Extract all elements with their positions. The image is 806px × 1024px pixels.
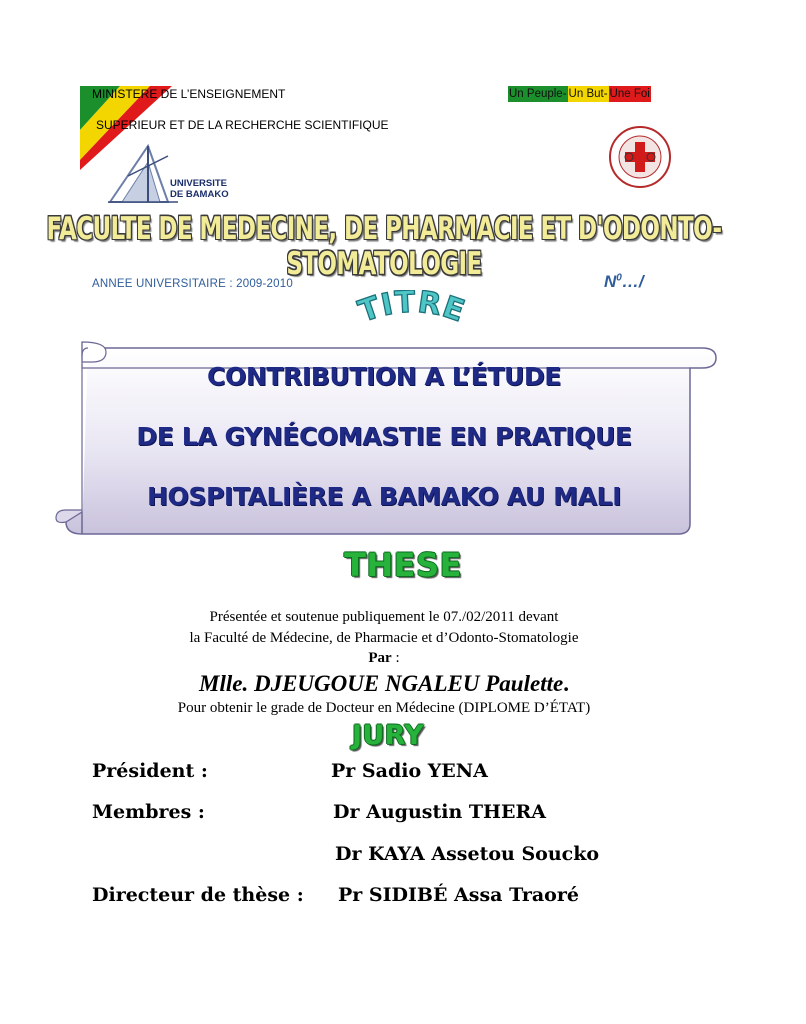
number-suffix: …/ [621,272,644,291]
author-line [0,671,768,697]
thesis-title-line-2: DE LA GYNÉCOMASTIE EN PRATIQUE [136,422,632,451]
membres-label: Membres : [92,801,205,823]
motto-part-1: Un Peuple- [509,88,567,100]
national-motto [508,86,651,102]
logo-text-1: UNIVERSITE [170,178,228,189]
faculty-title: FACULTE DE MEDECINE, DE PHARMACIE ET D'ODONTO-STOMATOLOGIE [46,211,722,283]
par-line [0,650,768,667]
faculty-seal [602,124,678,190]
par-label: Par [368,650,392,666]
grade-line: Pour obtenir le grade de Docteur en Médecine (DIPLOME D’ÉTAT) [177,700,591,716]
logo-text-2: DE BAMAKO [170,189,229,200]
number-sup: 0 [616,272,622,284]
membre-1-name: Dr Augustin THERA [333,801,546,823]
ministry-line-1: MINISTERE DE L’ENSEIGNEMENT [92,87,286,101]
presentation-line-1: Présentée et soutenue publiquement le 07./02/2011 devant [209,609,559,625]
university-logo [108,136,229,206]
thesis-title-line-3: HOSPITALIÈRE A BAMAKO AU MALI [147,482,621,511]
presentation-line-2: la Faculté de Médecine, de Pharmacie et d’Odonto-Stomatologie [189,630,579,646]
titre-label: TITRE [354,290,470,330]
academic-year: ANNEE UNIVERSITAIRE : 2009-2010 [92,278,293,290]
jury-label: JURY [352,720,425,751]
president-label: Président : [92,760,208,782]
membre-2-name: Dr KAYA Assetou Soucko [335,843,600,865]
author-period: . [563,671,569,696]
ministry-line-2: SUPERIEUR ET DE LA RECHERCHE SCIENTIFIQUE [96,118,389,132]
thesis-number [604,272,644,292]
motto-part-3: Une Foi [609,88,650,100]
motto-part-2: Un But- [568,88,608,100]
directeur-name: Pr SIDIBÉ Assa Traoré [338,884,579,906]
these-label: THESE [344,546,462,584]
thesis-title-line-1: CONTRIBUTION A L’ÉTUDE [207,362,561,391]
president-name: Pr Sadio YENA [331,760,488,782]
titre-wordart [344,290,480,336]
par-suffix: : [391,650,400,666]
number-prefix: N [604,272,617,291]
svg-text:TITRE [354,290,469,330]
author-name: Mlle. DJEUGOUE NGALEU Paulette [199,671,564,696]
directeur-label: Directeur de thèse : [92,884,304,906]
